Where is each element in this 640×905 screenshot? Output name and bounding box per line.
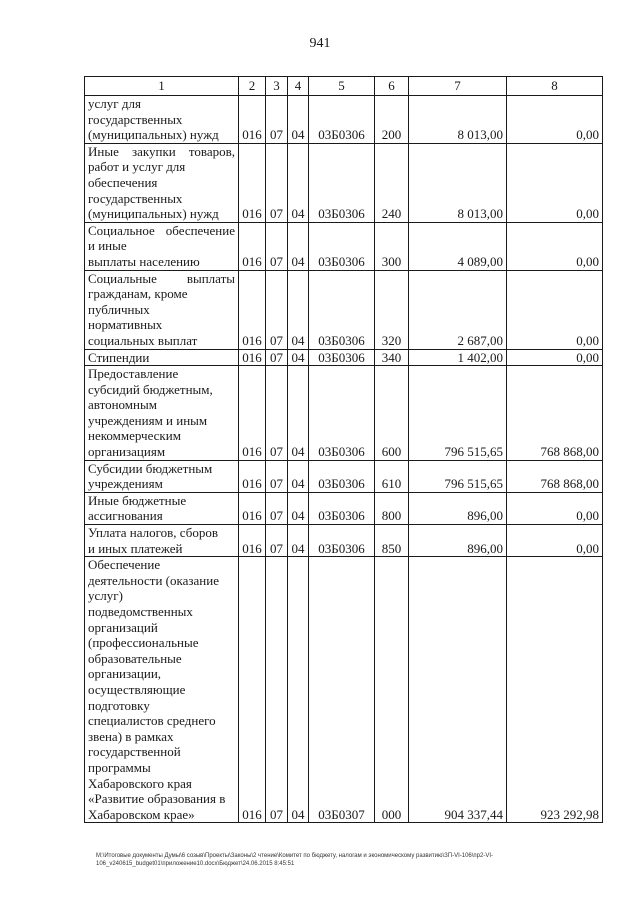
subsection-code-cell: 04 [288,366,309,461]
header-cell: 1 [85,77,239,96]
subsection-code-cell: 04 [288,557,309,823]
grbs-code-cell: 016 [239,270,266,349]
grbs-code-cell: 016 [239,366,266,461]
subsection-code-cell: 04 [288,525,309,557]
header-cell: 3 [266,77,288,96]
item-name-cell: Субсидии бюджетным учреждениям [85,460,239,492]
item-name-cell: Иные бюджетные ассигнования [85,492,239,524]
subsection-code-cell: 04 [288,460,309,492]
item-name-cell: Социальные выплаты гражданам, кроме публичных нормативных социальных выплат [85,270,239,349]
amount-year2-cell: 0,00 [507,270,603,349]
target-article-cell: 03Б0306 [309,460,375,492]
amount-year1-cell: 796 515,65 [409,366,507,461]
amount-year1-cell: 4 089,00 [409,222,507,270]
target-article-cell: 03Б0306 [309,222,375,270]
grbs-code-cell: 016 [239,96,266,144]
file-path-footer [96,852,606,868]
section-code-cell: 07 [266,525,288,557]
target-article-cell: 03Б0307 [309,557,375,823]
subsection-code-cell: 04 [288,96,309,144]
table-row [85,492,603,524]
amount-year2-cell: 0,00 [507,143,603,222]
page-number: 941 [309,36,331,51]
expense-type-cell: 600 [375,366,409,461]
section-code-cell: 07 [266,222,288,270]
grbs-code-cell: 016 [239,460,266,492]
header-cell: 6 [375,77,409,96]
expense-type-cell: 000 [375,557,409,823]
subsection-code-cell: 04 [288,349,309,366]
amount-year1-cell: 8 013,00 [409,143,507,222]
item-name-cell: Социальное обеспечение и иные выплаты населению [85,222,239,270]
target-article-cell: 03Б0306 [309,96,375,144]
section-code-cell: 07 [266,557,288,823]
section-code-cell: 07 [266,270,288,349]
item-name-cell: Уплата налогов, сборов и иных платежей [85,525,239,557]
section-code-cell: 07 [266,143,288,222]
amount-year2-cell: 923 292,98 [507,557,603,823]
footer-line: 106_v240615_budget01\приложение10.docx\Бюджет\24.06.2015 8:45:51 [96,861,295,867]
grbs-code-cell: 016 [239,492,266,524]
table-row [85,460,603,492]
amount-year2-cell: 768 868,00 [507,366,603,461]
expense-type-cell: 610 [375,460,409,492]
item-name-cell: Стипендии [85,349,239,366]
expense-type-cell: 300 [375,222,409,270]
target-article-cell: 03Б0306 [309,492,375,524]
table-row [85,143,603,222]
grbs-code-cell: 016 [239,143,266,222]
amount-year1-cell: 896,00 [409,525,507,557]
expense-type-cell: 340 [375,349,409,366]
amount-year2-cell: 0,00 [507,96,603,144]
target-article-cell: 03Б0306 [309,366,375,461]
table-row [85,96,603,144]
footer-line: М:\Итоговые документы Думы\6 созыв\Проекты\Законы\2 чтение\Комитет по бюджету, налогам и экономическому развитию\ЗП-VI-106\пр2-VI- [96,853,494,859]
target-article-cell: 03Б0306 [309,525,375,557]
item-name-cell: Иные закупки товаров, работ и услуг для обеспечения государственных (муниципальных) нужд [85,143,239,222]
item-name-cell: Предоставление субсидий бюджетным, автономным учреждениям и иным некоммерческим организациям [85,366,239,461]
header-cell: 7 [409,77,507,96]
amount-year1-cell: 796 515,65 [409,460,507,492]
amount-year1-cell: 1 402,00 [409,349,507,366]
table-row [85,557,603,823]
amount-year1-cell: 8 013,00 [409,96,507,144]
subsection-code-cell: 04 [288,143,309,222]
table-header-row [85,77,603,96]
table-row [85,366,603,461]
amount-year1-cell: 2 687,00 [409,270,507,349]
budget-table [84,76,603,823]
table-row [85,349,603,366]
grbs-code-cell: 016 [239,557,266,823]
section-code-cell: 07 [266,460,288,492]
expense-type-cell: 800 [375,492,409,524]
header-cell: 8 [507,77,603,96]
target-article-cell: 03Б0306 [309,270,375,349]
amount-year2-cell: 0,00 [507,525,603,557]
subsection-code-cell: 04 [288,270,309,349]
table-row [85,222,603,270]
amount-year2-cell: 0,00 [507,492,603,524]
expense-type-cell: 240 [375,143,409,222]
item-name-cell: услуг для государственных (муниципальных) нужд [85,96,239,144]
amount-year2-cell: 768 868,00 [507,460,603,492]
table-row [85,270,603,349]
expense-type-cell: 200 [375,96,409,144]
header-cell: 4 [288,77,309,96]
amount-year1-cell: 904 337,44 [409,557,507,823]
amount-year2-cell: 0,00 [507,349,603,366]
amount-year2-cell: 0,00 [507,222,603,270]
table-row [85,525,603,557]
subsection-code-cell: 04 [288,222,309,270]
grbs-code-cell: 016 [239,525,266,557]
item-name-cell: Обеспечение деятельности (оказание услуг) подведомственных организаций (профессиональные образовательные организации, осуществляющие подготовку специалистов среднего звена) в рамках государственной программы Хабаровского края «Развитие образования в Хабаровском крае» [85,557,239,823]
subsection-code-cell: 04 [288,492,309,524]
section-code-cell: 07 [266,349,288,366]
header-cell: 2 [239,77,266,96]
grbs-code-cell: 016 [239,349,266,366]
target-article-cell: 03Б0306 [309,349,375,366]
header-cell: 5 [309,77,375,96]
section-code-cell: 07 [266,96,288,144]
expense-type-cell: 320 [375,270,409,349]
grbs-code-cell: 016 [239,222,266,270]
target-article-cell: 03Б0306 [309,143,375,222]
amount-year1-cell: 896,00 [409,492,507,524]
expense-type-cell: 850 [375,525,409,557]
section-code-cell: 07 [266,492,288,524]
section-code-cell: 07 [266,366,288,461]
